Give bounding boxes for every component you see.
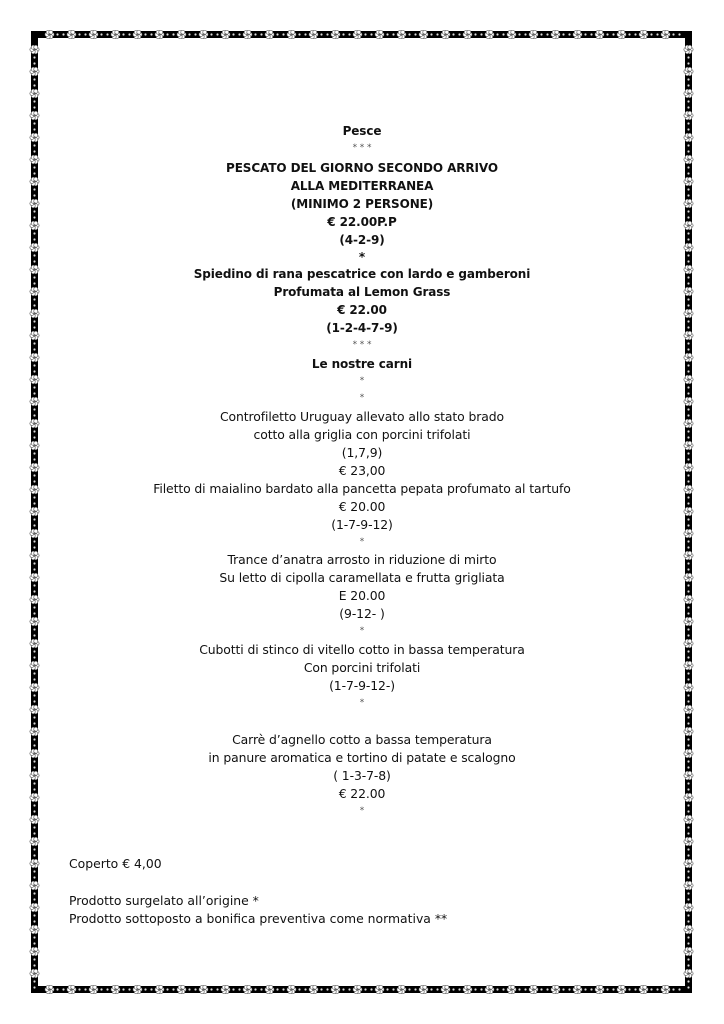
arrow-ornament-icon (474, 33, 476, 35)
arrow-ornament-icon (188, 988, 190, 990)
arrow-ornament-icon (326, 988, 328, 990)
arrow-ornament-icon (687, 898, 689, 900)
arrow-ornament-icon (33, 848, 35, 850)
arrow-ornament-icon (128, 33, 130, 35)
flower-ornament-icon (573, 30, 582, 39)
flower-ornament-icon (419, 30, 428, 39)
arrow-ornament-icon (408, 33, 410, 35)
flower-ornament-icon (67, 30, 76, 39)
arrow-ornament-icon (260, 988, 262, 990)
arrow-ornament-icon (656, 988, 658, 990)
arrow-ornament-icon (480, 33, 482, 35)
arrow-ornament-icon (687, 84, 689, 86)
arrow-ornament-icon (628, 988, 630, 990)
separator-stars: * (359, 393, 365, 403)
arrow-ornament-icon (687, 854, 689, 856)
menu-line-bold: Pesce (342, 124, 382, 138)
menu-line: E 20.00 (338, 588, 386, 603)
flower-ornament-icon (111, 30, 120, 39)
arrow-ornament-icon (33, 914, 35, 916)
arrow-ornament-icon (408, 988, 410, 990)
arrow-ornament-icon (254, 33, 256, 35)
arrow-ornament-icon (370, 988, 372, 990)
arrow-ornament-icon (33, 936, 35, 938)
arrow-ornament-icon (238, 33, 240, 35)
menu-line: (1-7-9-12-) (329, 678, 395, 693)
arrow-ornament-icon (84, 988, 86, 990)
flower-ornament-icon (529, 30, 538, 39)
arrow-ornament-icon (172, 988, 174, 990)
flower-ornament-icon (30, 881, 39, 890)
arrow-ornament-icon (634, 33, 636, 35)
arrow-ornament-icon (430, 33, 432, 35)
menu-line: Con porcini trifolati (303, 660, 421, 675)
arrow-ornament-icon (33, 958, 35, 960)
arrow-ornament-icon (687, 980, 689, 982)
flower-ornament-icon (265, 30, 274, 39)
arrow-ornament-icon (106, 988, 108, 990)
arrow-ornament-icon (414, 988, 416, 990)
flower-ornament-icon (309, 30, 318, 39)
arrow-ornament-icon (210, 33, 212, 35)
flower-ornament-icon (133, 985, 142, 994)
arrow-ornament-icon (672, 988, 674, 990)
menu-line: (9-12- ) (339, 606, 385, 621)
flower-ornament-icon (661, 30, 670, 39)
arrow-ornament-icon (687, 942, 689, 944)
arrow-ornament-icon (33, 980, 35, 982)
arrow-ornament-icon (496, 33, 498, 35)
flower-ornament-icon (441, 985, 450, 994)
arrow-ornament-icon (298, 33, 300, 35)
arrow-ornament-icon (304, 988, 306, 990)
arrow-ornament-icon (56, 988, 58, 990)
flower-ornament-icon (155, 985, 164, 994)
arrow-ornament-icon (33, 62, 35, 64)
arrow-ornament-icon (687, 722, 689, 724)
menu-line: in panure aromatica e tortino di patate e scalogno (208, 750, 516, 765)
arrow-ornament-icon (452, 988, 454, 990)
menu-line-bold: (1-2-4-7-9) (326, 321, 398, 335)
arrow-ornament-icon (606, 988, 608, 990)
arrow-ornament-icon (524, 988, 526, 990)
arrow-ornament-icon (33, 876, 35, 878)
flower-ornament-icon (639, 985, 648, 994)
menu-line: Filetto di maialino bardato alla pancetta pepata profumato al tartufo (153, 481, 571, 496)
flower-ornament-icon (287, 985, 296, 994)
arrow-ornament-icon (150, 988, 152, 990)
arrow-ornament-icon (166, 33, 168, 35)
flower-ornament-icon (89, 30, 98, 39)
flower-ornament-icon (243, 30, 252, 39)
flower-ornament-icon (30, 925, 39, 934)
flower-ornament-icon (199, 985, 208, 994)
arrow-ornament-icon (687, 106, 689, 108)
arrow-ornament-icon (562, 33, 564, 35)
arrow-ornament-icon (458, 33, 460, 35)
arrow-ornament-icon (546, 33, 548, 35)
flower-ornament-icon (67, 985, 76, 994)
arrow-ornament-icon (122, 33, 124, 35)
frozen-product-note: Prodotto surgelato all’origine * (69, 893, 259, 908)
arrow-ornament-icon (282, 33, 284, 35)
menu-line-bold: € 22.00P.P (327, 215, 397, 229)
arrow-ornament-icon (546, 988, 548, 990)
arrow-ornament-icon (392, 33, 394, 35)
arrow-ornament-icon (33, 942, 35, 944)
flower-ornament-icon (595, 30, 604, 39)
arrow-ornament-icon (590, 988, 592, 990)
arrow-ornament-icon (436, 33, 438, 35)
menu-line: (1-7-9-12) (331, 517, 393, 532)
arrow-ornament-icon (100, 33, 102, 35)
flower-ornament-icon (684, 111, 693, 120)
arrow-ornament-icon (540, 33, 542, 35)
arrow-ornament-icon (78, 33, 80, 35)
flower-ornament-icon (639, 30, 648, 39)
arrow-ornament-icon (584, 988, 586, 990)
flower-ornament-icon (30, 969, 39, 978)
arrow-ornament-icon (84, 33, 86, 35)
menu-line-bold: Le nostre carni (311, 357, 413, 371)
arrow-ornament-icon (687, 716, 689, 718)
arrow-ornament-icon (687, 920, 689, 922)
flower-ornament-icon (331, 30, 340, 39)
arrow-ornament-icon (370, 33, 372, 35)
arrow-ornament-icon (452, 33, 454, 35)
flower-ornament-icon (265, 985, 274, 994)
arrow-ornament-icon (430, 988, 432, 990)
arrow-ornament-icon (458, 988, 460, 990)
flower-ornament-icon (111, 985, 120, 994)
menu-line-bold: ALLA MEDITERRANEA (290, 179, 434, 193)
arrow-ornament-icon (100, 988, 102, 990)
menu-line: Carrè d’agnello cotto a bassa temperatura (232, 732, 492, 747)
flower-ornament-icon (30, 947, 39, 956)
arrow-ornament-icon (150, 33, 152, 35)
flower-ornament-icon (375, 30, 384, 39)
arrow-ornament-icon (518, 33, 520, 35)
arrow-ornament-icon (502, 33, 504, 35)
flower-ornament-icon (133, 30, 142, 39)
flower-ornament-icon (30, 859, 39, 868)
arrow-ornament-icon (687, 958, 689, 960)
arrow-ornament-icon (687, 56, 689, 58)
flower-ornament-icon (221, 30, 230, 39)
menu-line: € 22.00 (338, 786, 386, 801)
menu-line: Controfiletto Uruguay allevato allo stato brado (219, 409, 505, 424)
arrow-ornament-icon (33, 986, 35, 988)
treated-product-note: Prodotto sottoposto a bonifica preventiva come normativa ** (69, 911, 448, 926)
arrow-ornament-icon (33, 832, 35, 834)
flower-ornament-icon (684, 925, 693, 934)
flower-ornament-icon (463, 30, 472, 39)
flower-ornament-icon (684, 89, 693, 98)
arrow-ornament-icon (122, 988, 124, 990)
flower-ornament-icon (684, 903, 693, 912)
flower-ornament-icon (155, 30, 164, 39)
separator-stars: * (359, 806, 365, 816)
flower-ornament-icon (397, 985, 406, 994)
flower-ornament-icon (221, 985, 230, 994)
arrow-ornament-icon (33, 84, 35, 86)
arrow-ornament-icon (194, 33, 196, 35)
arrow-ornament-icon (144, 988, 146, 990)
arrow-ornament-icon (590, 33, 592, 35)
flower-ornament-icon (397, 30, 406, 39)
flower-ornament-icon (573, 985, 582, 994)
menu-line: € 20.00 (338, 499, 386, 514)
arrow-ornament-icon (216, 33, 218, 35)
arrow-ornament-icon (33, 920, 35, 922)
arrow-ornament-icon (166, 988, 168, 990)
arrow-ornament-icon (210, 988, 212, 990)
flower-ornament-icon (684, 837, 693, 846)
flower-ornament-icon (485, 985, 494, 994)
arrow-ornament-icon (348, 988, 350, 990)
arrow-ornament-icon (687, 892, 689, 894)
arrow-ornament-icon (33, 716, 35, 718)
flower-ornament-icon (89, 985, 98, 994)
arrow-ornament-icon (144, 33, 146, 35)
flower-ornament-icon (419, 985, 428, 994)
arrow-ornament-icon (562, 988, 564, 990)
flower-ornament-icon (30, 89, 39, 98)
separator-stars: * (359, 376, 365, 386)
arrow-ornament-icon (687, 832, 689, 834)
flower-ornament-icon (617, 985, 626, 994)
arrow-ornament-icon (106, 33, 108, 35)
flower-ornament-icon (353, 985, 362, 994)
arrow-ornament-icon (687, 936, 689, 938)
arrow-ornament-icon (33, 870, 35, 872)
arrow-ornament-icon (524, 33, 526, 35)
arrow-ornament-icon (304, 33, 306, 35)
arrow-ornament-icon (568, 988, 570, 990)
menu-line: cotto alla griglia con porcini trifolati (253, 427, 471, 442)
arrow-ornament-icon (687, 62, 689, 64)
arrow-ornament-icon (216, 988, 218, 990)
arrow-ornament-icon (33, 100, 35, 102)
flower-ornament-icon (684, 969, 693, 978)
flower-ornament-icon (485, 30, 494, 39)
arrow-ornament-icon (496, 988, 498, 990)
arrow-ornament-icon (392, 988, 394, 990)
flower-ornament-icon (551, 30, 560, 39)
arrow-ornament-icon (687, 100, 689, 102)
arrow-ornament-icon (78, 988, 80, 990)
menu-line: € 23,00 (338, 463, 386, 478)
arrow-ornament-icon (687, 78, 689, 80)
arrow-ornament-icon (480, 988, 482, 990)
menu-line-bold: Spiedino di rana pescatrice con lardo e gamberoni (193, 267, 531, 281)
flower-ornament-icon (309, 985, 318, 994)
arrow-ornament-icon (687, 826, 689, 828)
arrow-ornament-icon (33, 78, 35, 80)
arrow-ornament-icon (33, 106, 35, 108)
separator-stars: * (359, 537, 365, 547)
arrow-ornament-icon (687, 964, 689, 966)
arrow-ornament-icon (172, 33, 174, 35)
arrow-ornament-icon (276, 33, 278, 35)
menu-line-bold: (4-2-9) (339, 233, 385, 247)
arrow-ornament-icon (518, 988, 520, 990)
flower-ornament-icon (684, 947, 693, 956)
menu-line-bold: (MINIMO 2 PERSONE) (290, 197, 434, 211)
arrow-ornament-icon (320, 33, 322, 35)
arrow-ornament-icon (386, 33, 388, 35)
arrow-ornament-icon (502, 988, 504, 990)
flower-ornament-icon (684, 67, 693, 76)
flower-ornament-icon (684, 859, 693, 868)
menu-line-bold: PESCATO DEL GIORNO SECONDO ARRIVO (226, 161, 498, 175)
arrow-ornament-icon (687, 986, 689, 988)
arrow-ornament-icon (364, 33, 366, 35)
arrow-ornament-icon (342, 33, 344, 35)
menu-line: ( 1-3-7-8) (333, 768, 391, 783)
arrow-ornament-icon (612, 988, 614, 990)
flower-ornament-icon (441, 30, 450, 39)
arrow-ornament-icon (194, 988, 196, 990)
flower-ornament-icon (177, 30, 186, 39)
flower-ornament-icon (507, 985, 516, 994)
arrow-ornament-icon (276, 988, 278, 990)
arrow-ornament-icon (56, 33, 58, 35)
flower-ornament-icon (30, 837, 39, 846)
arrow-ornament-icon (584, 33, 586, 35)
arrow-ornament-icon (656, 33, 658, 35)
arrow-ornament-icon (33, 898, 35, 900)
arrow-ornament-icon (612, 33, 614, 35)
separator-stars: * * * (352, 143, 372, 153)
flower-ornament-icon (684, 45, 693, 54)
arrow-ornament-icon (33, 892, 35, 894)
flower-ornament-icon (507, 30, 516, 39)
arrow-ornament-icon (348, 33, 350, 35)
arrow-ornament-icon (474, 988, 476, 990)
arrow-ornament-icon (687, 870, 689, 872)
flower-ornament-icon (353, 30, 362, 39)
arrow-ornament-icon (606, 33, 608, 35)
menu-line: Trance d’anatra arrosto in riduzione di mirto (227, 552, 497, 567)
arrow-ornament-icon (678, 33, 680, 35)
flower-ornament-icon (45, 985, 54, 994)
flower-ornament-icon (331, 985, 340, 994)
coperto-price: Coperto € 4,00 (69, 856, 162, 871)
flower-ornament-icon (30, 903, 39, 912)
flower-ornament-icon (684, 881, 693, 890)
arrow-ornament-icon (650, 33, 652, 35)
arrow-ornament-icon (678, 988, 680, 990)
flower-ornament-icon (45, 30, 54, 39)
separator-stars: * (359, 698, 365, 708)
arrow-ornament-icon (540, 988, 542, 990)
flower-ornament-icon (463, 985, 472, 994)
arrow-ornament-icon (342, 988, 344, 990)
flower-ornament-icon (617, 30, 626, 39)
arrow-ornament-icon (568, 33, 570, 35)
arrow-ornament-icon (33, 964, 35, 966)
arrow-ornament-icon (254, 988, 256, 990)
separator-stars: * (359, 626, 365, 636)
arrow-ornament-icon (33, 722, 35, 724)
menu-line: (1,7,9) (341, 445, 383, 460)
flower-ornament-icon (595, 985, 604, 994)
arrow-ornament-icon (232, 988, 234, 990)
arrow-ornament-icon (687, 914, 689, 916)
flower-ornament-icon (661, 985, 670, 994)
arrow-ornament-icon (628, 33, 630, 35)
arrow-ornament-icon (634, 988, 636, 990)
arrow-ornament-icon (326, 33, 328, 35)
flower-ornament-icon (30, 45, 39, 54)
arrow-ornament-icon (687, 848, 689, 850)
arrow-ornament-icon (188, 33, 190, 35)
arrow-ornament-icon (687, 876, 689, 878)
arrow-ornament-icon (282, 988, 284, 990)
arrow-ornament-icon (232, 33, 234, 35)
flower-ornament-icon (287, 30, 296, 39)
arrow-ornament-icon (386, 988, 388, 990)
flower-ornament-icon (551, 985, 560, 994)
flower-ornament-icon (30, 67, 39, 76)
menu-line-bold: € 22.00 (337, 303, 387, 317)
arrow-ornament-icon (414, 33, 416, 35)
arrow-ornament-icon (33, 854, 35, 856)
arrow-ornament-icon (320, 988, 322, 990)
arrow-ornament-icon (62, 988, 64, 990)
menu-line-bold: * (358, 250, 366, 264)
arrow-ornament-icon (128, 988, 130, 990)
flower-ornament-icon (177, 985, 186, 994)
arrow-ornament-icon (33, 56, 35, 58)
menu-line: Su letto di cipolla caramellata e frutta grigliata (219, 570, 505, 585)
arrow-ornament-icon (238, 988, 240, 990)
arrow-ornament-icon (672, 33, 674, 35)
arrow-ornament-icon (436, 988, 438, 990)
arrow-ornament-icon (260, 33, 262, 35)
arrow-ornament-icon (364, 988, 366, 990)
flower-ornament-icon (375, 985, 384, 994)
menu-line: Cubotti di stinco di vitello cotto in bassa temperatura (199, 642, 525, 657)
flower-ornament-icon (529, 985, 538, 994)
flower-ornament-icon (199, 30, 208, 39)
flower-ornament-icon (243, 985, 252, 994)
arrow-ornament-icon (298, 988, 300, 990)
arrow-ornament-icon (650, 988, 652, 990)
flower-ornament-icon (30, 111, 39, 120)
arrow-ornament-icon (62, 33, 64, 35)
separator-stars: * * * (352, 340, 372, 350)
menu-line-bold: Profumata al Lemon Grass (273, 285, 451, 299)
arrow-ornament-icon (33, 826, 35, 828)
